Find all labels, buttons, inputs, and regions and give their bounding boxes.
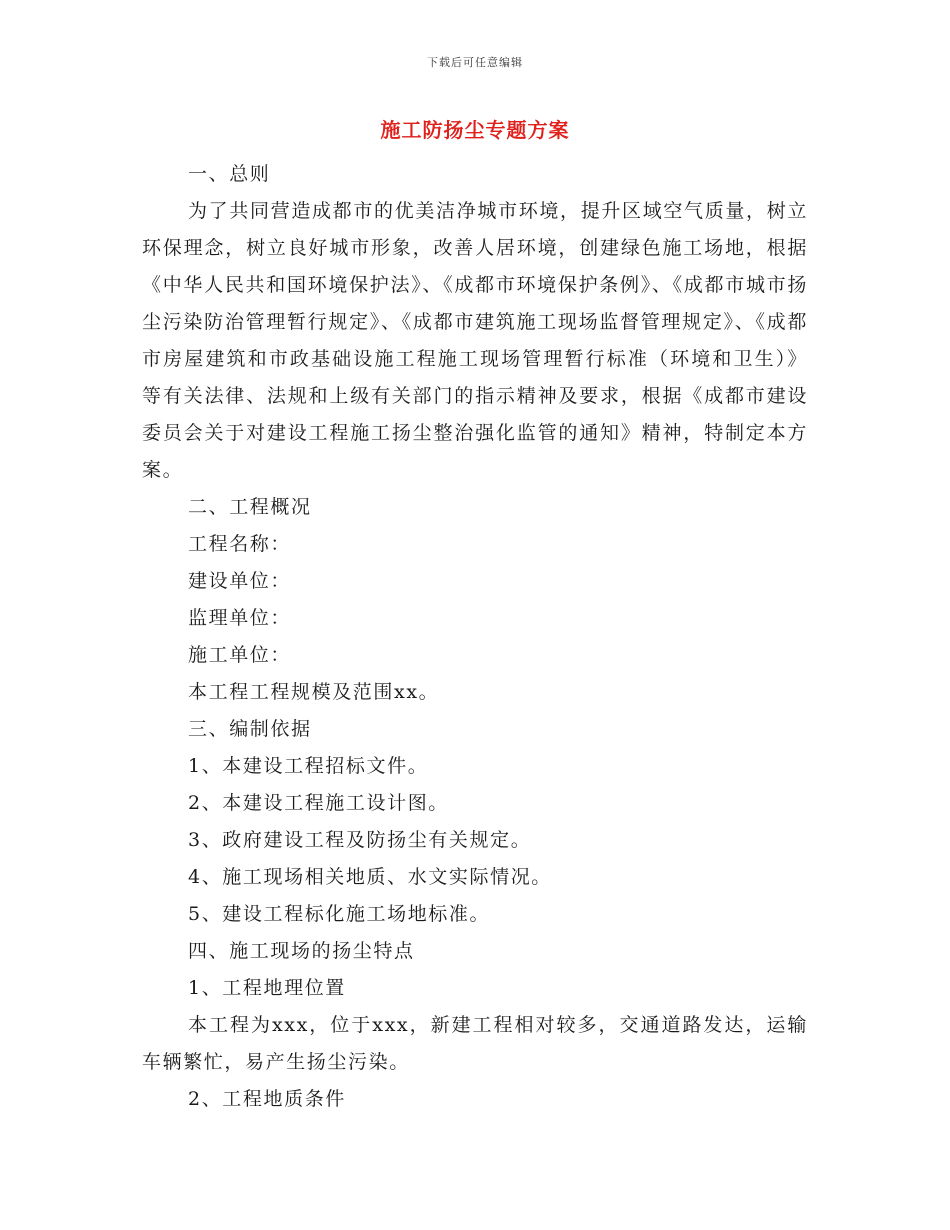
section-heading-general: 一、总则 bbox=[188, 163, 271, 185]
list-item-basis-3: 3、政府建设工程及防扬尘有关规定。 bbox=[188, 829, 532, 851]
list-item-basis-5: 5、建设工程标化施工场地标准。 bbox=[188, 903, 491, 925]
document-title: 施工防扬尘专题方案 bbox=[380, 118, 570, 142]
subheading-geographic-location: 1、工程地理位置 bbox=[188, 977, 346, 999]
list-item-basis-4: 4、施工现场相关地质、水文实际情况。 bbox=[188, 866, 552, 888]
paragraph-location: 本工程为xxx，位于xxx，新建工程相对较多，交通道路发达，运输车辆繁忙，易产生扬尘污染。 bbox=[142, 1014, 808, 1073]
section-heading-project-overview: 二、工程概况 bbox=[188, 496, 312, 518]
subheading-geological-conditions: 2、工程地质条件 bbox=[188, 1088, 346, 1110]
paragraph-project-scale: 本工程工程规模及范围xx。 bbox=[188, 681, 440, 703]
field-construction-unit: 建设单位： bbox=[188, 570, 292, 592]
section-heading-basis: 三、编制依据 bbox=[188, 718, 312, 740]
header-note: 下载后可任意编辑 bbox=[427, 56, 523, 69]
section-heading-dust-characteristics: 四、施工现场的扬尘特点 bbox=[188, 940, 415, 962]
paragraph-purpose: 为了共同营造成都市的优美洁净城市环境，提升区域空气质量，树立环保理念，树立良好城市形象，改善人居环境，创建绿色施工场地，根据《中华人民共和国环境保护法》、《成都市环境保护条例》、《成都市城市扬尘污染防治管理暂行规定》、《成都市建筑施工现场监督管理规定》、《成都市房屋建筑和市政基础设施工程施工现场管理暂行标准（环境和卫生）》等有关法律、法规和上级有关部门的指示精神及要求，根据《成都市建设委员会关于对建设工程施工扬尘整治强化监管的通知》精神，特制定本方案。 bbox=[142, 200, 808, 481]
list-item-basis-2: 2、本建设工程施工设计图。 bbox=[188, 792, 449, 814]
list-item-basis-1: 1、本建设工程招标文件。 bbox=[188, 755, 429, 777]
field-contractor-unit: 施工单位： bbox=[188, 644, 292, 666]
field-supervision-unit: 监理单位： bbox=[188, 607, 292, 629]
document-body bbox=[142, 156, 808, 1118]
field-project-name: 工程名称： bbox=[188, 533, 292, 555]
